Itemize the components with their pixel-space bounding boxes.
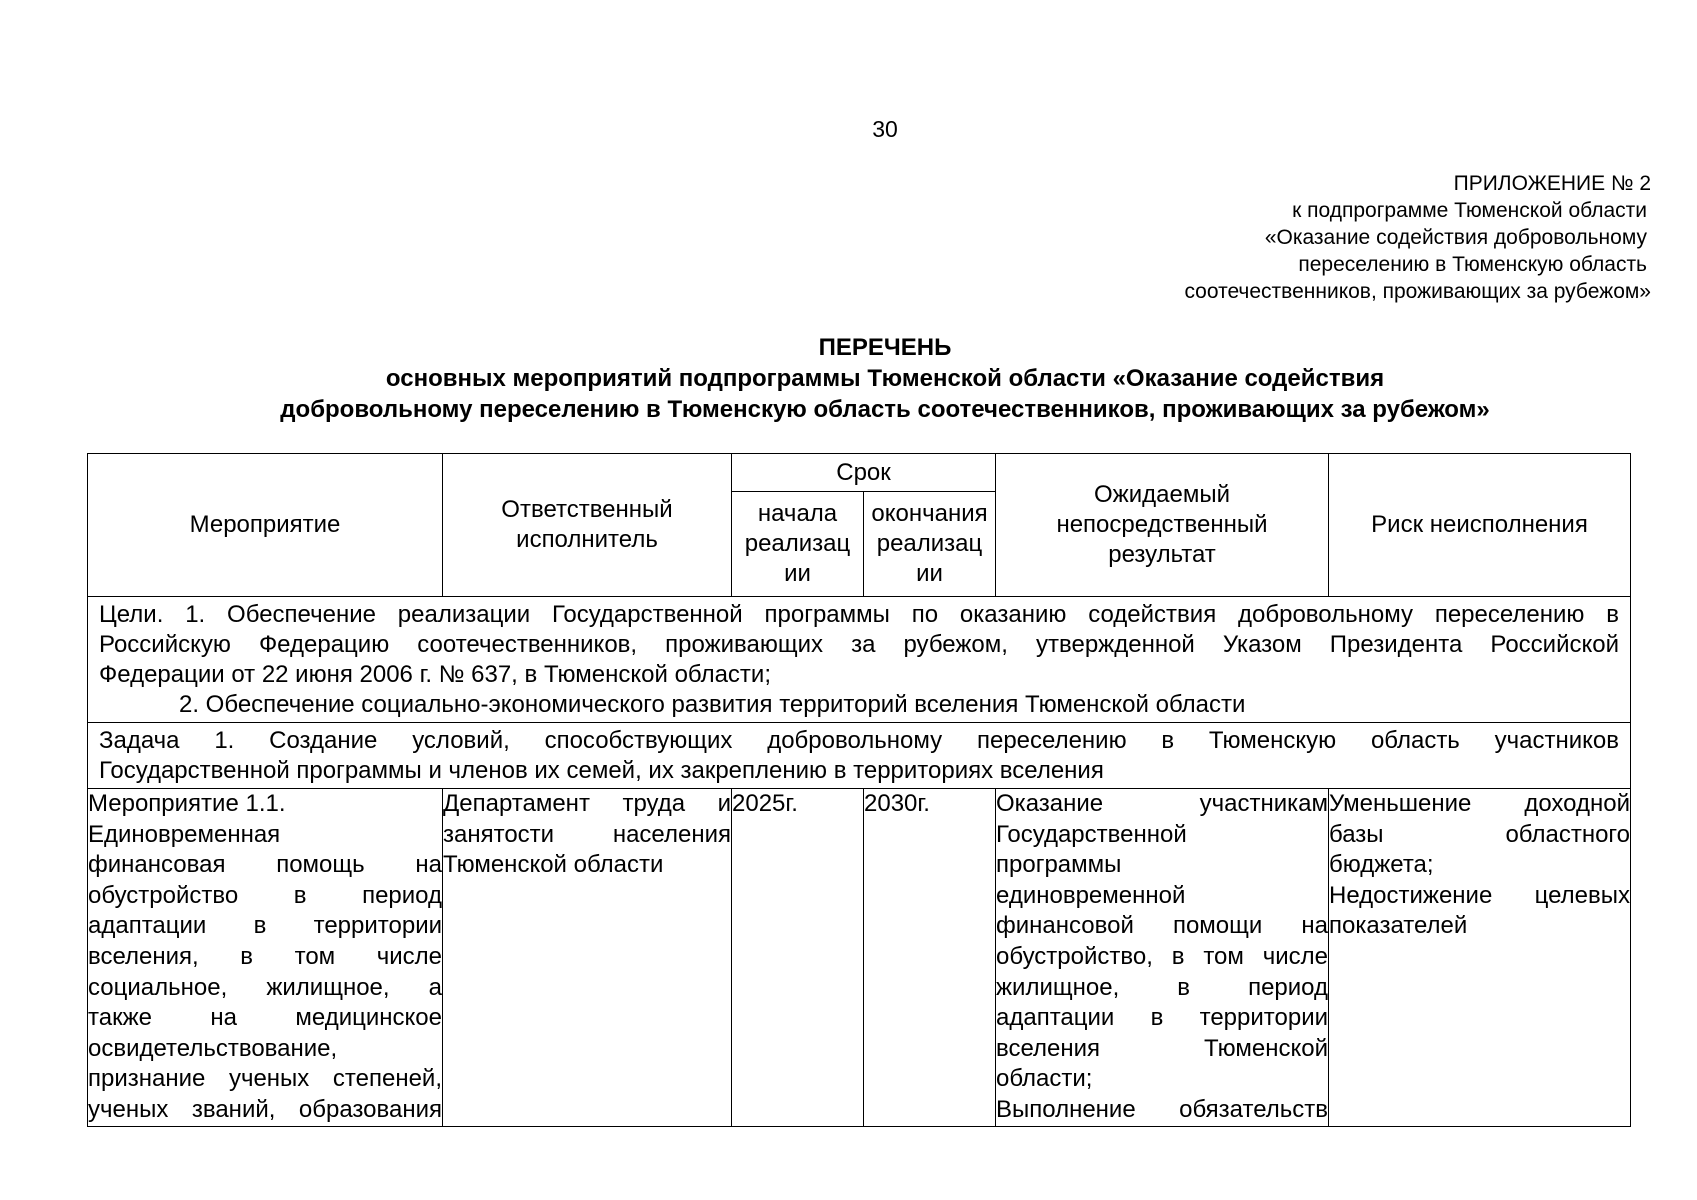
title-line-2: основных мероприятий подпрограммы Тюменской области «Оказание содействия xyxy=(385,365,1385,392)
goals-line-3: Федерации от 22 июня 2006 г. № 637, в Тюменской области; xyxy=(99,661,771,688)
header-result: Ожидаемый непосредственный результат xyxy=(996,454,1329,597)
header-end: окончания реализац ии xyxy=(864,492,996,597)
task-row xyxy=(88,723,1631,789)
title-line-3: добровольному переселению в Тюменскую область соотечественников, проживающих за рубежом» xyxy=(280,396,1490,423)
header-period: Срок xyxy=(732,454,996,492)
task-line-2: Государственной программы и членов их семей, их закреплению в территориях вселения xyxy=(99,757,1104,784)
header-start: начала реализац ии xyxy=(732,492,864,597)
title-line-1: ПЕРЕЧЕНЬ xyxy=(818,334,952,361)
end-date-cell: 2030г. xyxy=(864,789,996,1127)
goals-line-4: 2. Обеспечение социально-экономического развития территорий вселения Тюменской области xyxy=(179,691,1246,718)
risk-cell: Уменьшение доходной базы областного бюджета; Недостижение целевых показателей xyxy=(1329,789,1631,1127)
appendix-line-1: ПРИЛОЖЕНИЕ № 2 xyxy=(1453,172,1651,195)
appendix-line-3: «Оказание содействия добровольному xyxy=(1264,226,1647,249)
header-responsible: Ответственный исполнитель xyxy=(443,454,732,597)
header-risk: Риск неисполнения xyxy=(1329,454,1631,597)
appendix-line-4: переселению в Тюменскую область xyxy=(1298,253,1647,276)
document-title xyxy=(0,332,1697,425)
event-cell: Мероприятие 1.1. Единовременная финансовая помощь на обустройство в период адаптации в территории вселения, в том числе социальное, жилищное, а также на медицинское освидетельствование, признание ученых степеней, ученых званий, образования xyxy=(88,789,443,1127)
goals-line-2: Российскую Федерацию соотечественников, проживающих за рубежом, утвержденной Указом Президента Российской xyxy=(99,631,1619,658)
appendix-line-2: к подпрограмме Тюменской области xyxy=(1292,199,1647,222)
result-cell: Оказание участникам Государственной программы единовременной финансовой помощи на обустройство, в том числе жилищное, в период адаптации в территории вселения Тюменской области; Выполнение обязательств xyxy=(996,789,1329,1127)
activities-table xyxy=(87,453,1631,1127)
goals-row xyxy=(88,597,1631,723)
appendix-line-5: соотечественников, проживающих за рубежом» xyxy=(1184,280,1651,303)
header-event: Мероприятие xyxy=(88,454,443,597)
table-row xyxy=(88,789,1631,1127)
responsible-cell: Департамент труда и занятости населения Тюменской области xyxy=(443,789,732,1127)
task-line-1: Задача 1. Создание условий, способствующих добровольному переселению в Тюменскую область участников xyxy=(99,727,1619,754)
page-number: 30 xyxy=(872,116,898,142)
start-date-cell: 2025г. xyxy=(732,789,864,1127)
goals-line-1: Цели. 1. Обеспечение реализации Государственной программы по оказанию содействия добровольному переселению в xyxy=(99,601,1619,628)
